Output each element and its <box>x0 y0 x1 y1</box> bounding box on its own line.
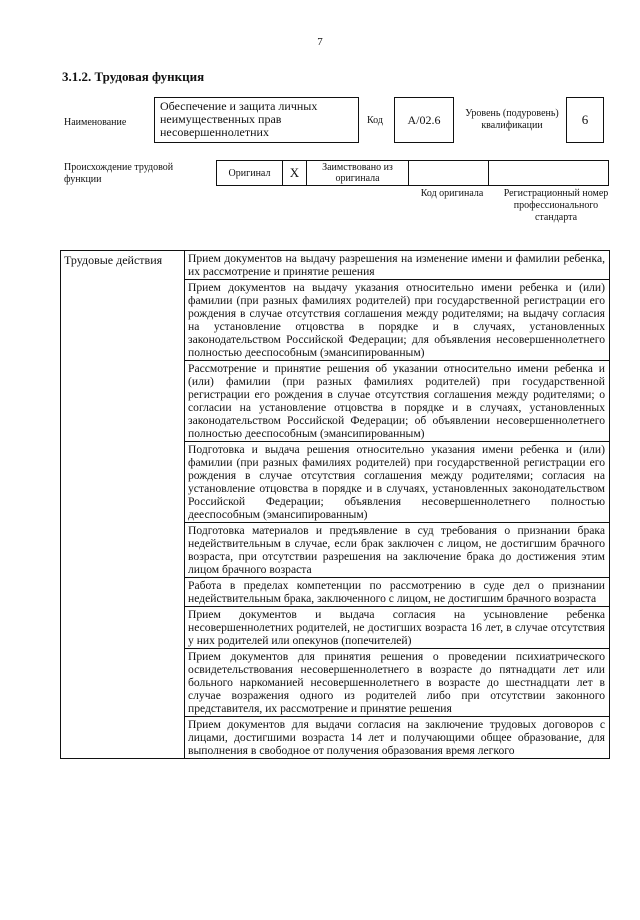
original-mark: X <box>283 161 307 186</box>
labor-action-item: Прием документов для выдачи согласия на заключение трудовых договоров с лицами, достигшими возраста 14 лет и получающими общее образование, для выполнения в свободное от получения образования время легкого <box>185 717 610 759</box>
origin-label: Происхождение трудовой функции <box>64 162 174 185</box>
labor-action-item: Работа в пределах компетенции по рассмотрению в суде дел о признании недействительным брака, заключенного с лицом, не достигшим брачного возраста <box>185 578 610 607</box>
code-label: Код <box>367 115 383 126</box>
reg-number-label: Регистрационный номер профессионального стандарта <box>503 188 609 223</box>
labor-action-item: Прием документов на выдачу указания относительно имени ребенка и (или) фамилии (при разных фамилиях родителей) при государственной регистрации его рождения в случае отсутствия соглашения между родителями; на выдачу согласия на установление отцовства в порядке и в случаях, установленных законодательством Российской Федерации; для объявления несовершеннолетнего полностью дееспособным (эмансипированным) <box>185 280 610 361</box>
level-value: 6 <box>566 97 604 143</box>
labor-action-item: Прием документов для принятия решения о проведении психиатрического освидетельствования несовершеннолетнего в возрасте до пятнадцати лет или больного наркоманией несовершеннолетнего в возрасте до шестнадцати лет в случае возражения одного из родителей либо при отсутствии законного представителя, их рассмотрение и принятие решения <box>185 649 610 717</box>
code-original-label: Код оригинала <box>420 188 484 199</box>
borrowed-label: Заимствовано из оригинала <box>307 161 409 186</box>
code-value: А/02.6 <box>394 97 454 143</box>
section-title: 3.1.2. Трудовая функция <box>62 69 205 84</box>
code-original-cell <box>409 161 489 186</box>
reg-number-cell <box>489 161 609 186</box>
name-value: Обеспечение и защита личных неимущественных прав несовершеннолетних <box>154 97 359 143</box>
name-label: Наименование <box>64 117 127 128</box>
table-row <box>61 251 610 280</box>
labor-action-item: Прием документов на выдачу разрешения на изменение имени и фамилии ребенка, их рассмотрение и принятие решения <box>185 251 610 280</box>
level-label: Уровень (подуровень) квалификации <box>465 108 559 131</box>
labor-action-item: Прием документов и выдача согласия на усыновление ребенка несовершеннолетних родителей, не достигших возраста 16 лет, в случае отсутствия у них родителей или опекунов (попечителей) <box>185 607 610 649</box>
labor-action-item: Рассмотрение и принятие решения об указании относительно имени ребенка и (или) фамилии (при разных фамилиях родителей) при государственной регистрации его рождения в случае отсутствия соглашения между родителями; о согласии на установление отцовства в порядке и в случаях, установленных законодательством Российской Федерации; об объявлении несовершеннолетнего полностью дееспособным (эмансипированным) <box>185 361 610 442</box>
labor-actions-label: Трудовые действия <box>61 251 185 759</box>
labor-actions-table <box>60 250 610 759</box>
page-number: 7 <box>317 36 323 48</box>
original-label: Оригинал <box>217 161 283 186</box>
labor-action-item: Подготовка материалов и предъявление в суд требования о признании брака недействительным в случае, если брак заключен с лицом, не достигшим брачного возраста, при отсутствии разрешения на заключение брака до достижения этим лицом брачного возраста <box>185 523 610 578</box>
origin-table <box>216 160 609 186</box>
labor-action-item: Подготовка и выдача решения относительно указания имени ребенка и (или) фамилии (при разных фамилиях родителей) при государственной регистрации его рождения в случае отсутствия соглашения между родителями; согласия на установление отцовства в порядке и в случаях, установленных законодательством Российской Федерации; объявления несовершеннолетнего полностью дееспособным (эмансипированным) <box>185 442 610 523</box>
